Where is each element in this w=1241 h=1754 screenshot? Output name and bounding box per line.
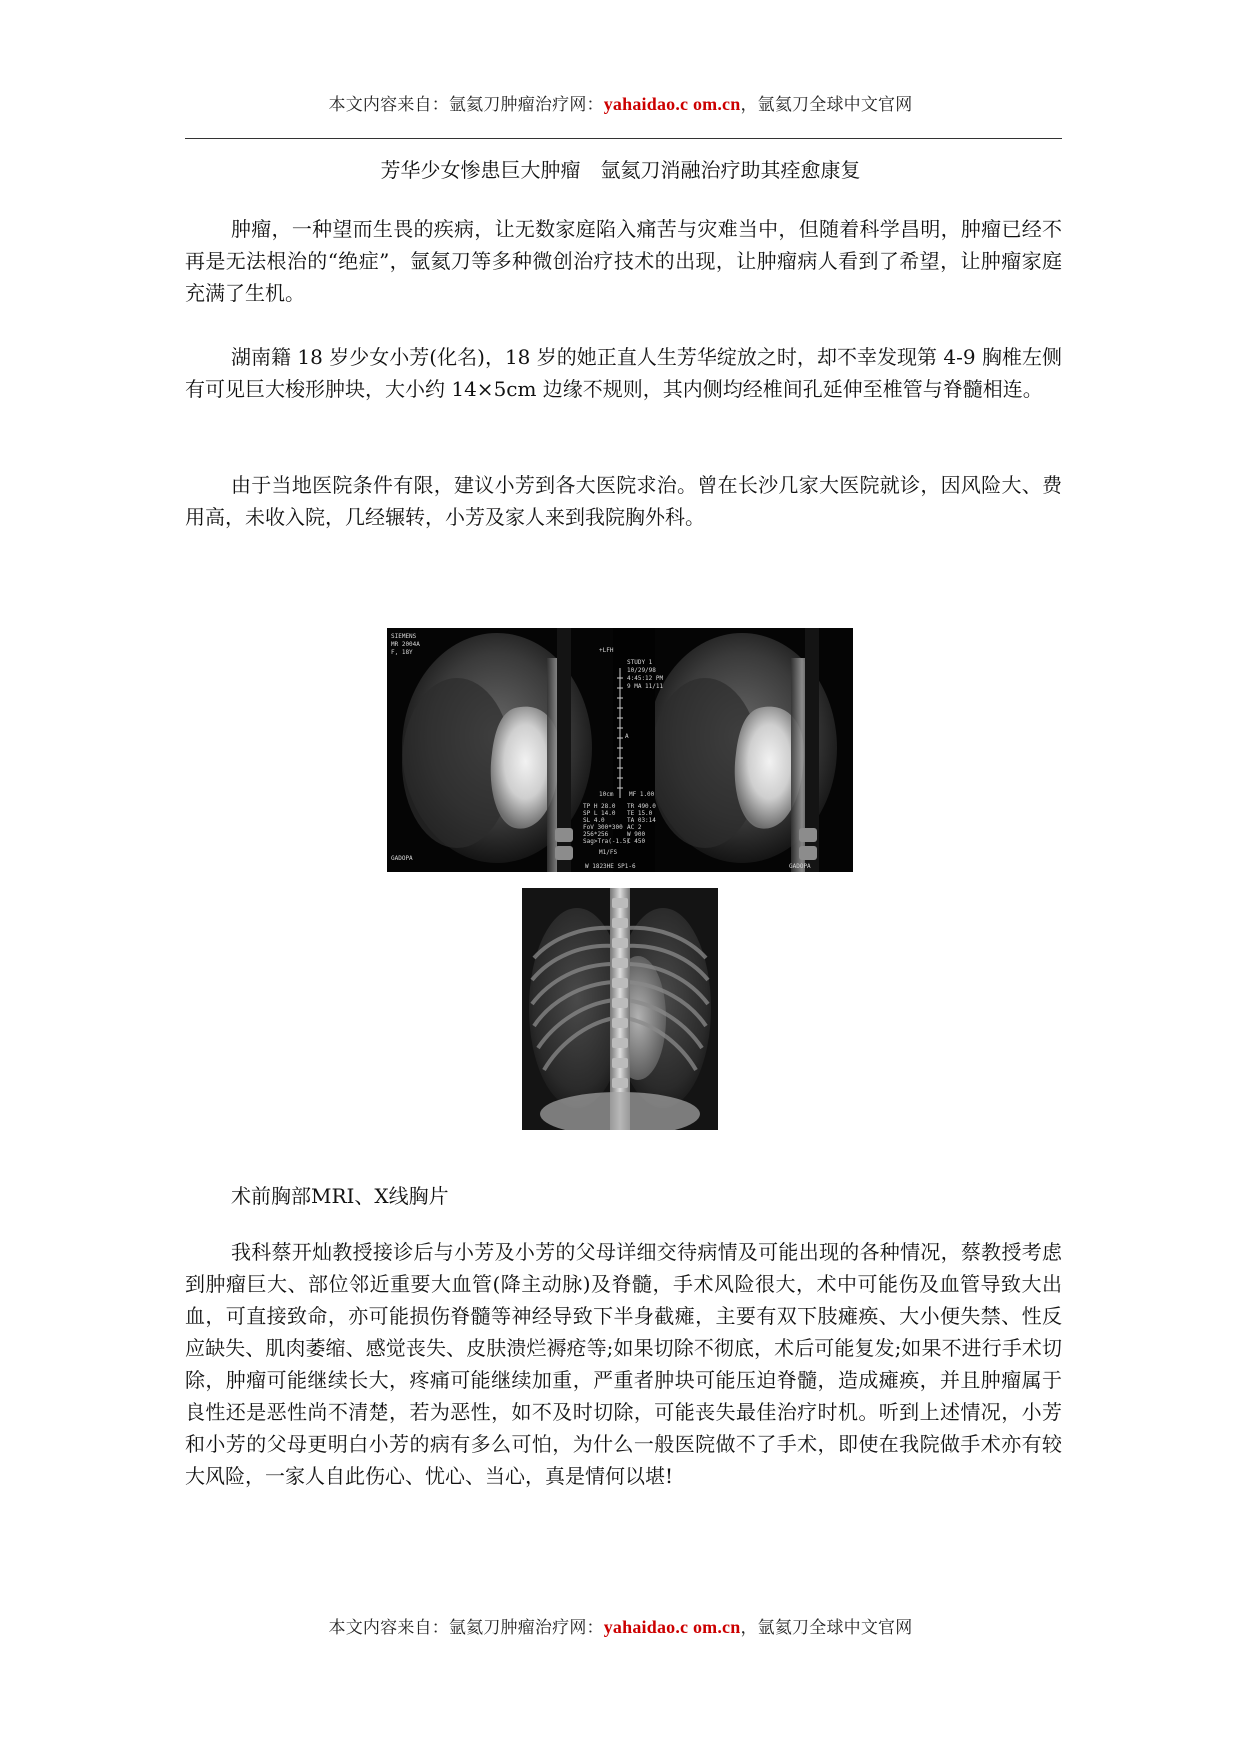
mri-param-4: 256*256: [583, 831, 609, 838]
mri-label-c0: STUDY 1: [627, 659, 653, 666]
header-site-link[interactable]: yahaidao.c om.cn: [603, 94, 741, 114]
paragraph-patient: 湖南籍 18 岁少女小芳(化名)，18 岁的她正直人生芳华绽放之时，却不幸发现第 4-9 胸椎左侧有可见巨大梭形肿块，大小约 14×5cm 边缘不规则，其内侧均经椎间孔延伸至椎管与脊髓相连。: [185, 345, 1062, 401]
page-footer: [0, 1613, 1241, 1638]
mri-param-r1: TE 15.0: [627, 810, 653, 817]
chest-xray-image: [522, 888, 718, 1130]
mri-bottom-1: M1/FS: [599, 849, 618, 856]
header-divider: [185, 138, 1062, 139]
mri-label-l2: F, 18Y: [391, 649, 413, 656]
paragraph-referral: 由于当地医院条件有限，建议小芳到各大医院求治。曾在长沙几家大医院就诊，因风险大、费用高，未收入院，几经辗转，小芳及家人来到我院胸外科。: [185, 473, 1062, 529]
footer-suffix: ，氩氦刀全球中文官网: [740, 1618, 913, 1638]
mri-label-c1: 10/29/98: [627, 667, 656, 674]
header-prefix: 本文内容来自：氩氦刀肿瘤治疗网：: [328, 95, 604, 115]
mri-param-5: Sag>Tra(-1.5): [583, 838, 630, 845]
mri-param-r4: W 900: [627, 831, 646, 838]
mri-bottom-right: GADOPA: [789, 863, 811, 870]
mri-label-c3: 9 MA 11/11: [627, 683, 664, 690]
paragraph-intro: 肿瘤，一种望而生畏的疾病，让无数家庭陷入痛苦与灾难当中，但随着科学昌明，肿瘤已经不再是无法根治的“绝症”，氩氦刀等多种微创治疗技术的出现，让肿瘤病人看到了希望，让肿瘤家庭充满了生机。: [185, 217, 1062, 305]
mri-label-c2: 4:45:12 PM: [627, 675, 664, 682]
mri-param-r0: TR 490.0: [627, 803, 656, 810]
mri-param-3: FoV 300*300: [583, 824, 623, 831]
mri-orientation: +LFH: [599, 647, 614, 654]
mri-bottom-0: GADOPA: [391, 855, 413, 862]
footer-site-link[interactable]: yahaidao.c om.cn: [603, 1617, 741, 1637]
mri-param-0: TP H 28.0: [583, 803, 616, 810]
mri-mf: MF 1.00: [629, 791, 655, 798]
mri-label-l0: SIEMENS: [391, 633, 417, 640]
footer-prefix: 本文内容来自：氩氦刀肿瘤治疗网：: [328, 1618, 604, 1638]
article-title: 芳华少女惨患巨大肿瘤 氩氦刀消融治疗助其痊愈康复: [380, 158, 861, 182]
mri-param-r2: TA 03:14: [627, 817, 656, 824]
paragraph-consultation: 我科蔡开灿教授接诊后与小芳及小芳的父母详细交待病情及可能出现的各种情况，蔡教授考虑到肿瘤巨大、部位邻近重要大血管(降主动脉)及脊髓，手术风险很大，术中可能伤及血管导致大出血，可直接致命，亦可能损伤脊髓等神经导致下半身截瘫，主要有双下肢瘫痪、大小便失禁、性反应缺失、肌肉萎缩、感觉丧失、皮肤溃烂褥疮等;如果切除不彻底，术后可能复发;如果不进行手术切除，肿瘤可能继续长大，疼痛可能继续加重，严重者肿块可能压迫脊髓，造成瘫痪，并且肿瘤属于良性还是恶性尚不清楚，若为恶性，如不及时切除，可能丧失最佳治疗时机。听到上述情况，小芳和小芳的父母更明白小芳的病有多么可怕，为什么一般医院做不了手术，即使在我院做手术亦有较大风险，一家人自此伤心、忧心、当心，真是情何以堪!: [185, 1240, 1062, 1488]
mri-param-1: SP L 14.0: [583, 810, 616, 817]
image-caption: 术前胸部MRI、X线胸片: [231, 1184, 449, 1208]
mri-marker-a: A: [625, 733, 629, 740]
header-suffix: ，氩氦刀全球中文官网: [740, 95, 913, 115]
mri-label-l1: MR 2004A: [391, 641, 420, 648]
mri-param-r5: C 450: [627, 838, 646, 845]
page-header: [0, 90, 1241, 115]
mri-image: [387, 628, 853, 872]
mri-param-r3: AC 2: [627, 824, 642, 831]
mri-bottom-2: W 1823HE SP1-6: [585, 863, 636, 870]
mri-scale: 10cm: [599, 791, 614, 798]
mri-param-2: SL 4.0: [583, 817, 605, 824]
